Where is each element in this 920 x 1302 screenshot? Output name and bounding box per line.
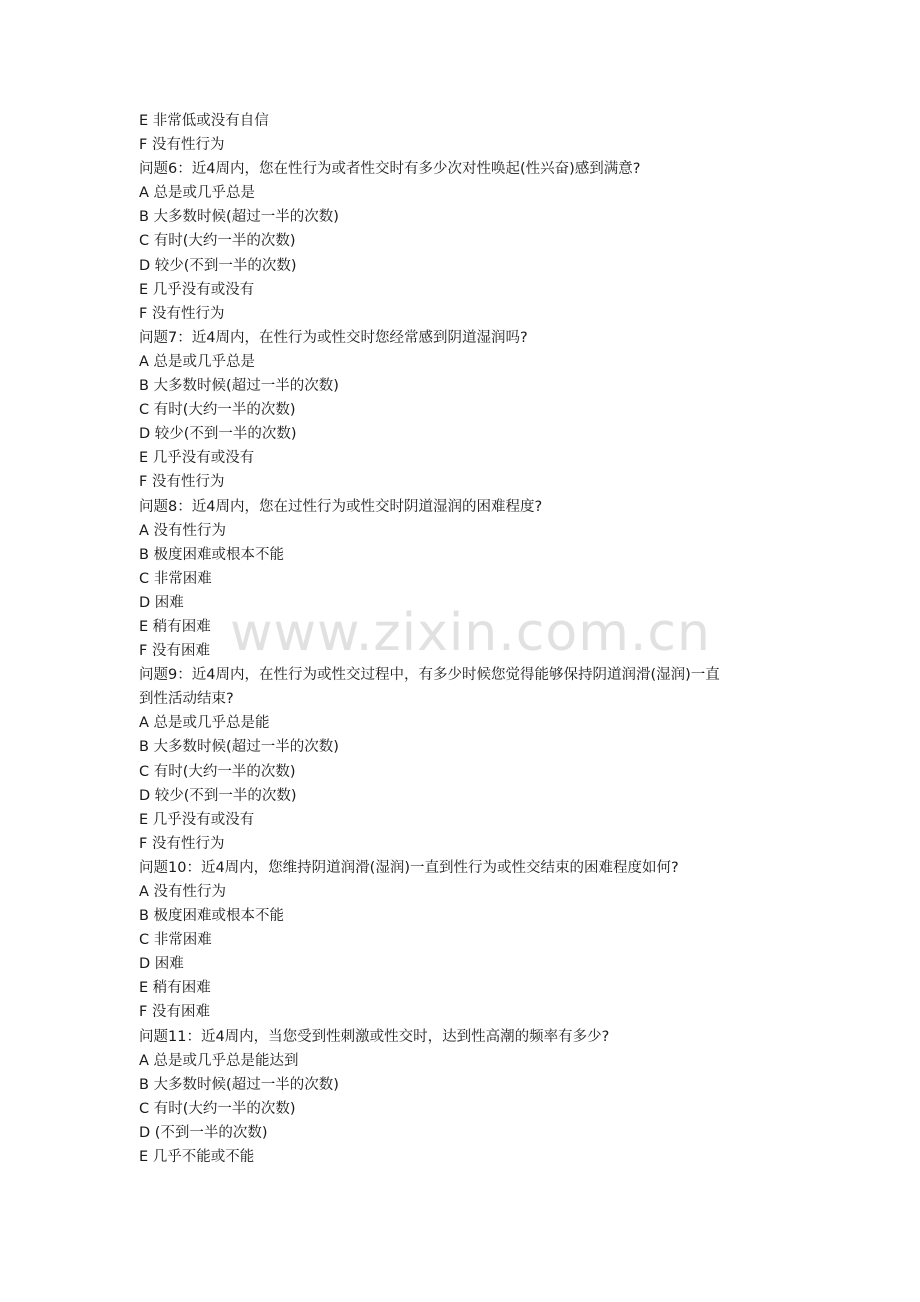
- option-line: E 非常低或没有自信: [139, 113, 269, 129]
- question-line-continued: 到性活动结束?: [139, 691, 234, 708]
- option-line: B 极度困难或根本不能: [139, 546, 285, 563]
- option-line: B 大多数时候(超过一半的次数): [139, 739, 339, 756]
- option-line: A 总是或几乎总是能: [139, 715, 270, 732]
- option-line: E 几乎不能或不能: [139, 1149, 255, 1166]
- option-line: E 稍有困难: [139, 980, 211, 997]
- question-line: 问题11：近4周内，当您受到性刺激或性交时，达到性高潮的频率有多少?: [139, 1028, 610, 1045]
- question-line: 问题8：近4周内，您在过性行为或性交时阴道湿润的困难程度?: [139, 498, 543, 515]
- option-line: B 大多数时候(超过一半的次数): [139, 1076, 339, 1093]
- question-line: 问题9：近4周内，在性行为或性交过程中，有多少时候您觉得能够保持阴道润滑(湿润)一直: [139, 667, 720, 684]
- option-line: A 总是或几乎总是: [139, 353, 256, 370]
- option-line: D 较少(不到一半的次数): [139, 426, 297, 443]
- watermark: www.zixin.com.cn: [230, 603, 711, 663]
- question-line: 问题7：近4周内，在性行为或性交时您经常感到阴道湿润吗?: [139, 329, 528, 346]
- option-line: C 非常困难: [139, 932, 212, 949]
- option-line: B 极度困难或根本不能: [139, 908, 285, 925]
- option-line: F 没有性行为: [139, 305, 225, 322]
- question-line: 问题10：近4周内，您维持阴道润滑(湿润)一直到性行为或性交结束的困难程度如何?: [139, 859, 679, 876]
- option-line: A 没有性行为: [139, 884, 227, 900]
- question-line: 问题6：近4周内，您在性行为或者性交时有多少次对性唤起(性兴奋)感到满意?: [139, 161, 641, 178]
- option-line: B 大多数时候(超过一半的次数): [139, 378, 339, 395]
- option-line: D 较少(不到一半的次数): [139, 787, 297, 804]
- option-line: C 有时(大约一半的次数): [139, 763, 296, 780]
- option-line: A 总是或几乎总是能达到: [139, 1052, 299, 1069]
- option-line: D 困难: [139, 594, 184, 611]
- option-line: C 有时(大约一半的次数): [139, 233, 296, 250]
- option-line: A 没有性行为: [139, 522, 227, 539]
- option-line: D 较少(不到一半的次数): [139, 257, 297, 274]
- option-line: F 没有性行为: [139, 474, 225, 491]
- option-line: D (不到一半的次数): [139, 1124, 268, 1141]
- document-body: [139, 109, 799, 1169]
- option-line: A 总是或几乎总是: [139, 185, 256, 202]
- option-line: E 几乎没有或没有: [139, 811, 255, 828]
- option-line: F 没有困难: [139, 643, 210, 660]
- option-line: C 非常困难: [139, 570, 212, 587]
- option-line: D 困难: [139, 956, 184, 973]
- option-line: E 几乎没有或没有: [139, 281, 255, 298]
- option-line: E 稍有困难: [139, 618, 211, 635]
- option-line: E 几乎没有或没有: [139, 450, 255, 467]
- option-line: F 没有性行为: [139, 835, 225, 852]
- option-line: B 大多数时候(超过一半的次数): [139, 209, 339, 226]
- option-line: F 没有性行为: [139, 137, 225, 154]
- option-line: C 有时(大约一半的次数): [139, 1100, 296, 1117]
- option-line: F 没有困难: [139, 1004, 210, 1021]
- option-line: C 有时(大约一半的次数): [139, 402, 296, 419]
